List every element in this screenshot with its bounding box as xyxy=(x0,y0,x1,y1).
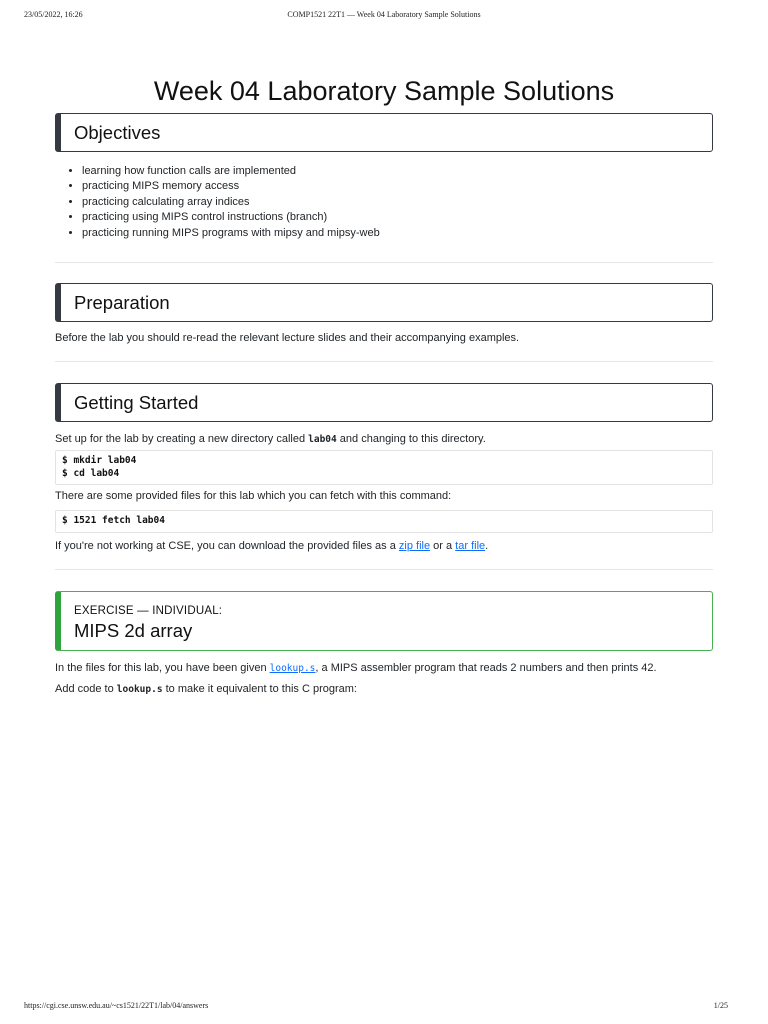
download-text-after: . xyxy=(485,539,489,552)
command-line: $ mkdir lab04 xyxy=(62,455,137,467)
zip-file-link[interactable]: zip file xyxy=(398,539,431,552)
objective-item: • practicing using MIPS control instructions (branch) xyxy=(82,210,713,225)
setup-text-before: Set up for the lab by creating a new directory called xyxy=(55,433,309,446)
objectives-heading: Objectives xyxy=(55,113,713,152)
exercise-task-after: to make it equivalent to this C program: xyxy=(162,682,357,695)
tar-file-link[interactable]: tar file xyxy=(455,539,486,552)
setup-text-after: and changing to this directory. xyxy=(336,433,486,446)
getting-started-heading: Getting Started xyxy=(55,383,713,422)
fetch-command-block[interactable] xyxy=(55,510,713,533)
print-doc-title: COMP1521 22T1 — Week 04 Laboratory Sample Solutions xyxy=(287,10,481,19)
setup-instructions xyxy=(55,432,713,447)
divider xyxy=(55,262,713,263)
lookup-file-code: lookup.s xyxy=(116,683,163,695)
print-header xyxy=(24,10,744,22)
download-instructions xyxy=(55,539,713,554)
objective-item: • learning how function calls are implemented xyxy=(82,164,713,179)
lookup-file-link[interactable]: lookup.s xyxy=(269,662,316,674)
preparation-text: Before the lab you should re-read the relevant lecture slides and their accompanying examples. xyxy=(55,332,520,345)
exercise-header xyxy=(55,591,713,651)
mkdir-command-block[interactable] xyxy=(55,450,713,485)
exercise-intro-before: In the files for this lab, you have been given xyxy=(55,661,270,674)
main-content xyxy=(55,72,713,697)
download-text-mid: or a xyxy=(430,539,456,552)
exercise-task xyxy=(55,682,713,697)
divider xyxy=(55,569,713,570)
objectives-list xyxy=(55,164,713,241)
fetch-instructions: There are some provided files for this lab which you can fetch with this command: xyxy=(55,490,452,503)
exercise-intro xyxy=(55,661,713,676)
page-title: Week 04 Laboratory Sample Solutions xyxy=(153,76,615,106)
exercise-intro-after: , a MIPS assembler program that reads 2 numbers and then prints 42. xyxy=(315,661,657,674)
download-text-before: If you're not working at CSE, you can download the provided files as a xyxy=(55,539,399,552)
exercise-kind: EXERCISE — INDIVIDUAL: xyxy=(74,604,223,617)
preparation-heading: Preparation xyxy=(55,283,713,322)
print-date: 23/05/2022, 16:26 xyxy=(24,10,83,19)
print-url: https://cgi.cse.unsw.edu.au/~cs1521/22T1/lab/04/answers xyxy=(24,1001,209,1010)
objective-item: • practicing running MIPS programs with mipsy and mipsy-web xyxy=(82,226,713,241)
command-line: $ cd lab04 xyxy=(62,467,120,479)
print-footer xyxy=(24,1001,744,1013)
lab-dir-code: lab04 xyxy=(308,434,337,446)
divider xyxy=(55,361,713,362)
exercise-task-before: Add code to xyxy=(55,682,117,695)
objective-item: • practicing calculating array indices xyxy=(82,195,713,210)
exercise-title: MIPS 2d array xyxy=(74,619,193,641)
command-line: $ 1521 fetch lab04 xyxy=(62,515,165,527)
page-number: 1/25 xyxy=(713,1001,728,1010)
objective-item: • practicing MIPS memory access xyxy=(82,179,713,194)
